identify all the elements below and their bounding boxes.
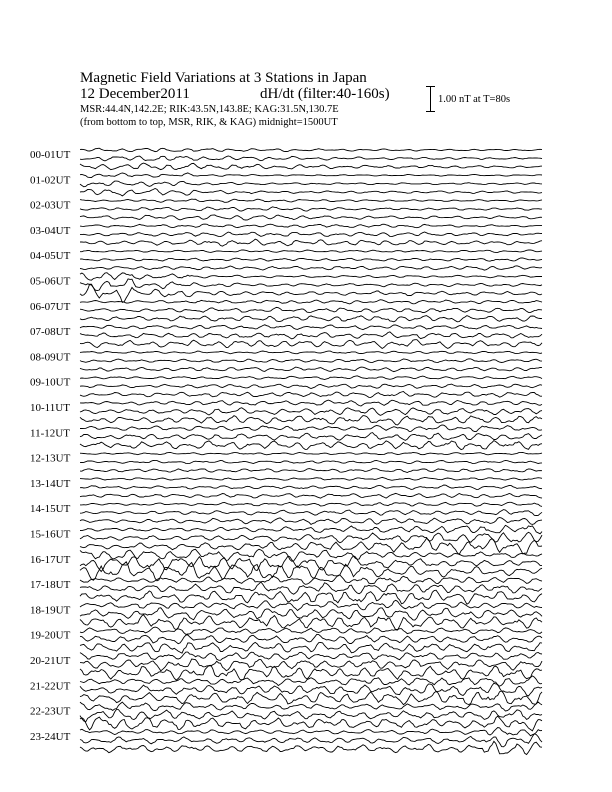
hour-label: 11-12UT [30,427,70,440]
trace-RIK-08-09UT [80,359,542,363]
trace-RIK-16-17UT [80,556,542,572]
trace-KAG-04-05UT [80,250,542,252]
scale-bar-label: 1.00 nT at T=80s [438,94,511,105]
hour-row-12-13UT [30,452,542,472]
trace-RIK-15-16UT [80,532,542,542]
hour-row-14-15UT [30,502,542,524]
hour-row-01-02UT [30,173,542,196]
hour-row-23-24UT [30,728,542,755]
hour-row-19-20UT [30,627,542,653]
date-label: 12 December2011 [80,86,190,102]
hour-row-05-06UT [30,273,542,303]
hour-row-17-18UT [30,575,542,604]
hour-label: 12-13UT [30,452,71,465]
trace-RIK-04-05UT [80,258,542,261]
trace-RIK-20-21UT [80,659,542,671]
hour-label: 14-15UT [30,503,71,516]
trace-MSR-19-20UT [80,642,542,653]
trace-RIK-06-07UT [80,307,542,312]
hour-label: 20-21UT [30,655,71,667]
hour-label: 13-14UT [30,477,71,490]
hour-label: 21-22UT [30,680,71,693]
trace-RIK-05-06UT [80,279,542,291]
trace-KAG-20-21UT [80,652,542,660]
trace-KAG-08-09UT [80,351,542,354]
trace-MSR-10-11UT [80,416,542,425]
trace-RIK-13-14UT [80,485,542,489]
trace-RIK-00-01UT [80,156,542,161]
trace-KAG-03-04UT [80,224,542,228]
chart-title: Magnetic Field Variations at 3 Stations in Japan [80,70,367,86]
hour-label: 00-01UT [30,149,71,161]
hour-row-00-01UT [30,148,542,169]
trace-MSR-08-09UT [80,367,542,372]
hour-label: 17-18UT [30,579,71,592]
hour-label: 02-03UT [30,199,71,212]
trace-MSR-00-01UT [80,163,542,170]
trace-RIK-19-20UT [80,634,542,643]
hour-label: 16-17UT [30,553,71,566]
trace-MSR-21-22UT [80,691,542,705]
trace-MSR-03-04UT [80,239,542,246]
hour-row-18-19UT [30,600,542,630]
hour-label: 08-09UT [30,351,71,364]
trace-MSR-02-03UT [80,215,542,220]
trace-RIK-10-11UT [80,408,542,416]
trace-KAG-01-02UT [80,173,542,178]
trace-KAG-16-17UT [80,549,542,561]
trace-RIK-17-18UT [80,582,542,594]
hour-row-11-12UT [30,425,542,450]
trace-MSR-06-07UT [80,316,542,322]
trace-KAG-12-13UT [80,452,542,454]
hour-row-07-08UT [30,325,542,349]
trace-KAG-15-16UT [80,525,542,534]
trace-KAG-05-06UT [80,273,542,280]
trace-RIK-18-19UT [80,608,542,620]
hour-label: 15-16UT [30,528,71,541]
hour-row-02-03UT [30,199,542,220]
trace-KAG-09-10UT [80,376,542,380]
trace-KAG-07-08UT [80,325,542,330]
hour-row-22-23UT [30,702,542,731]
trace-RIK-03-04UT [80,232,542,237]
trace-RIK-21-22UT [80,683,542,696]
trace-MSR-13-14UT [80,493,542,498]
trace-KAG-21-22UT [80,676,542,686]
hour-label: 18-19UT [30,604,71,617]
trace-KAG-06-07UT [80,300,542,304]
trace-MSR-16-17UT [80,562,542,581]
trace-MSR-09-10UT [80,392,542,398]
trace-MSR-07-08UT [80,340,542,349]
station-coordinates: MSR:44.4N,142.2E; RIK:43.5N,143.8E; KAG:31.5N,130.7E [80,104,339,115]
hour-label: 07-08UT [30,326,71,339]
trace-KAG-02-03UT [80,199,542,202]
trace-RIK-23-24UT [80,734,542,747]
hour-row-10-11UT [30,400,542,425]
trace-RIK-09-10UT [80,384,542,388]
trace-RIK-11-12UT [80,433,542,441]
hour-row-20-21UT [30,652,542,680]
trace-RIK-01-02UT [80,181,542,187]
trace-KAG-22-23UT [80,702,542,711]
trace-RIK-02-03UT [80,207,542,211]
trace-RIK-07-08UT [80,332,542,339]
trace-MSR-04-05UT [80,266,542,270]
hour-row-16-17UT [30,549,542,581]
trace-MSR-05-06UT [80,284,542,302]
hour-label: 10-11UT [30,402,70,414]
hour-row-08-09UT [30,351,542,372]
trace-MSR-12-13UT [80,469,542,473]
hour-row-13-14UT [30,477,542,498]
hour-label: 03-04UT [30,224,71,237]
hour-row-09-10UT [30,376,542,398]
hour-row-15-16UT [30,525,542,554]
trace-RIK-22-23UT [80,709,542,722]
hour-label: 01-02UT [30,174,71,187]
trace-KAG-23-24UT [80,728,542,736]
hour-label: 09-10UT [30,376,71,389]
hour-label: 04-05UT [30,250,71,263]
trace-KAG-10-11UT [80,400,542,406]
trace-RIK-12-13UT [80,460,542,463]
hour-row-04-05UT [30,250,542,270]
trace-MSR-11-12UT [80,441,542,450]
trace-MSR-01-02UT [80,189,542,196]
hour-row-21-22UT [30,676,542,705]
hour-label: 22-23UT [30,705,71,718]
hour-label: 23-24UT [30,730,71,743]
hour-label: 05-06UT [30,275,71,288]
station-order-note: (from bottom to top, MSR, RIK, & KAG) midnight=1500UT [80,117,338,128]
trace-RIK-14-15UT [80,510,542,516]
trace-KAG-14-15UT [80,502,542,506]
trace-KAG-19-20UT [80,627,542,634]
trace-KAG-13-14UT [80,477,542,480]
trace-KAG-11-12UT [80,425,542,432]
hour-row-03-04UT [30,224,542,246]
trace-MSR-22-23UT [80,716,542,731]
hour-row-06-07UT [30,300,542,322]
hour-label: 06-07UT [30,300,71,313]
filter-label: dH/dt (filter:40-160s) [260,86,390,102]
trace-MSR-14-15UT [80,518,542,525]
hour-label: 19-20UT [30,629,71,642]
trace-KAG-00-01UT [80,148,542,151]
